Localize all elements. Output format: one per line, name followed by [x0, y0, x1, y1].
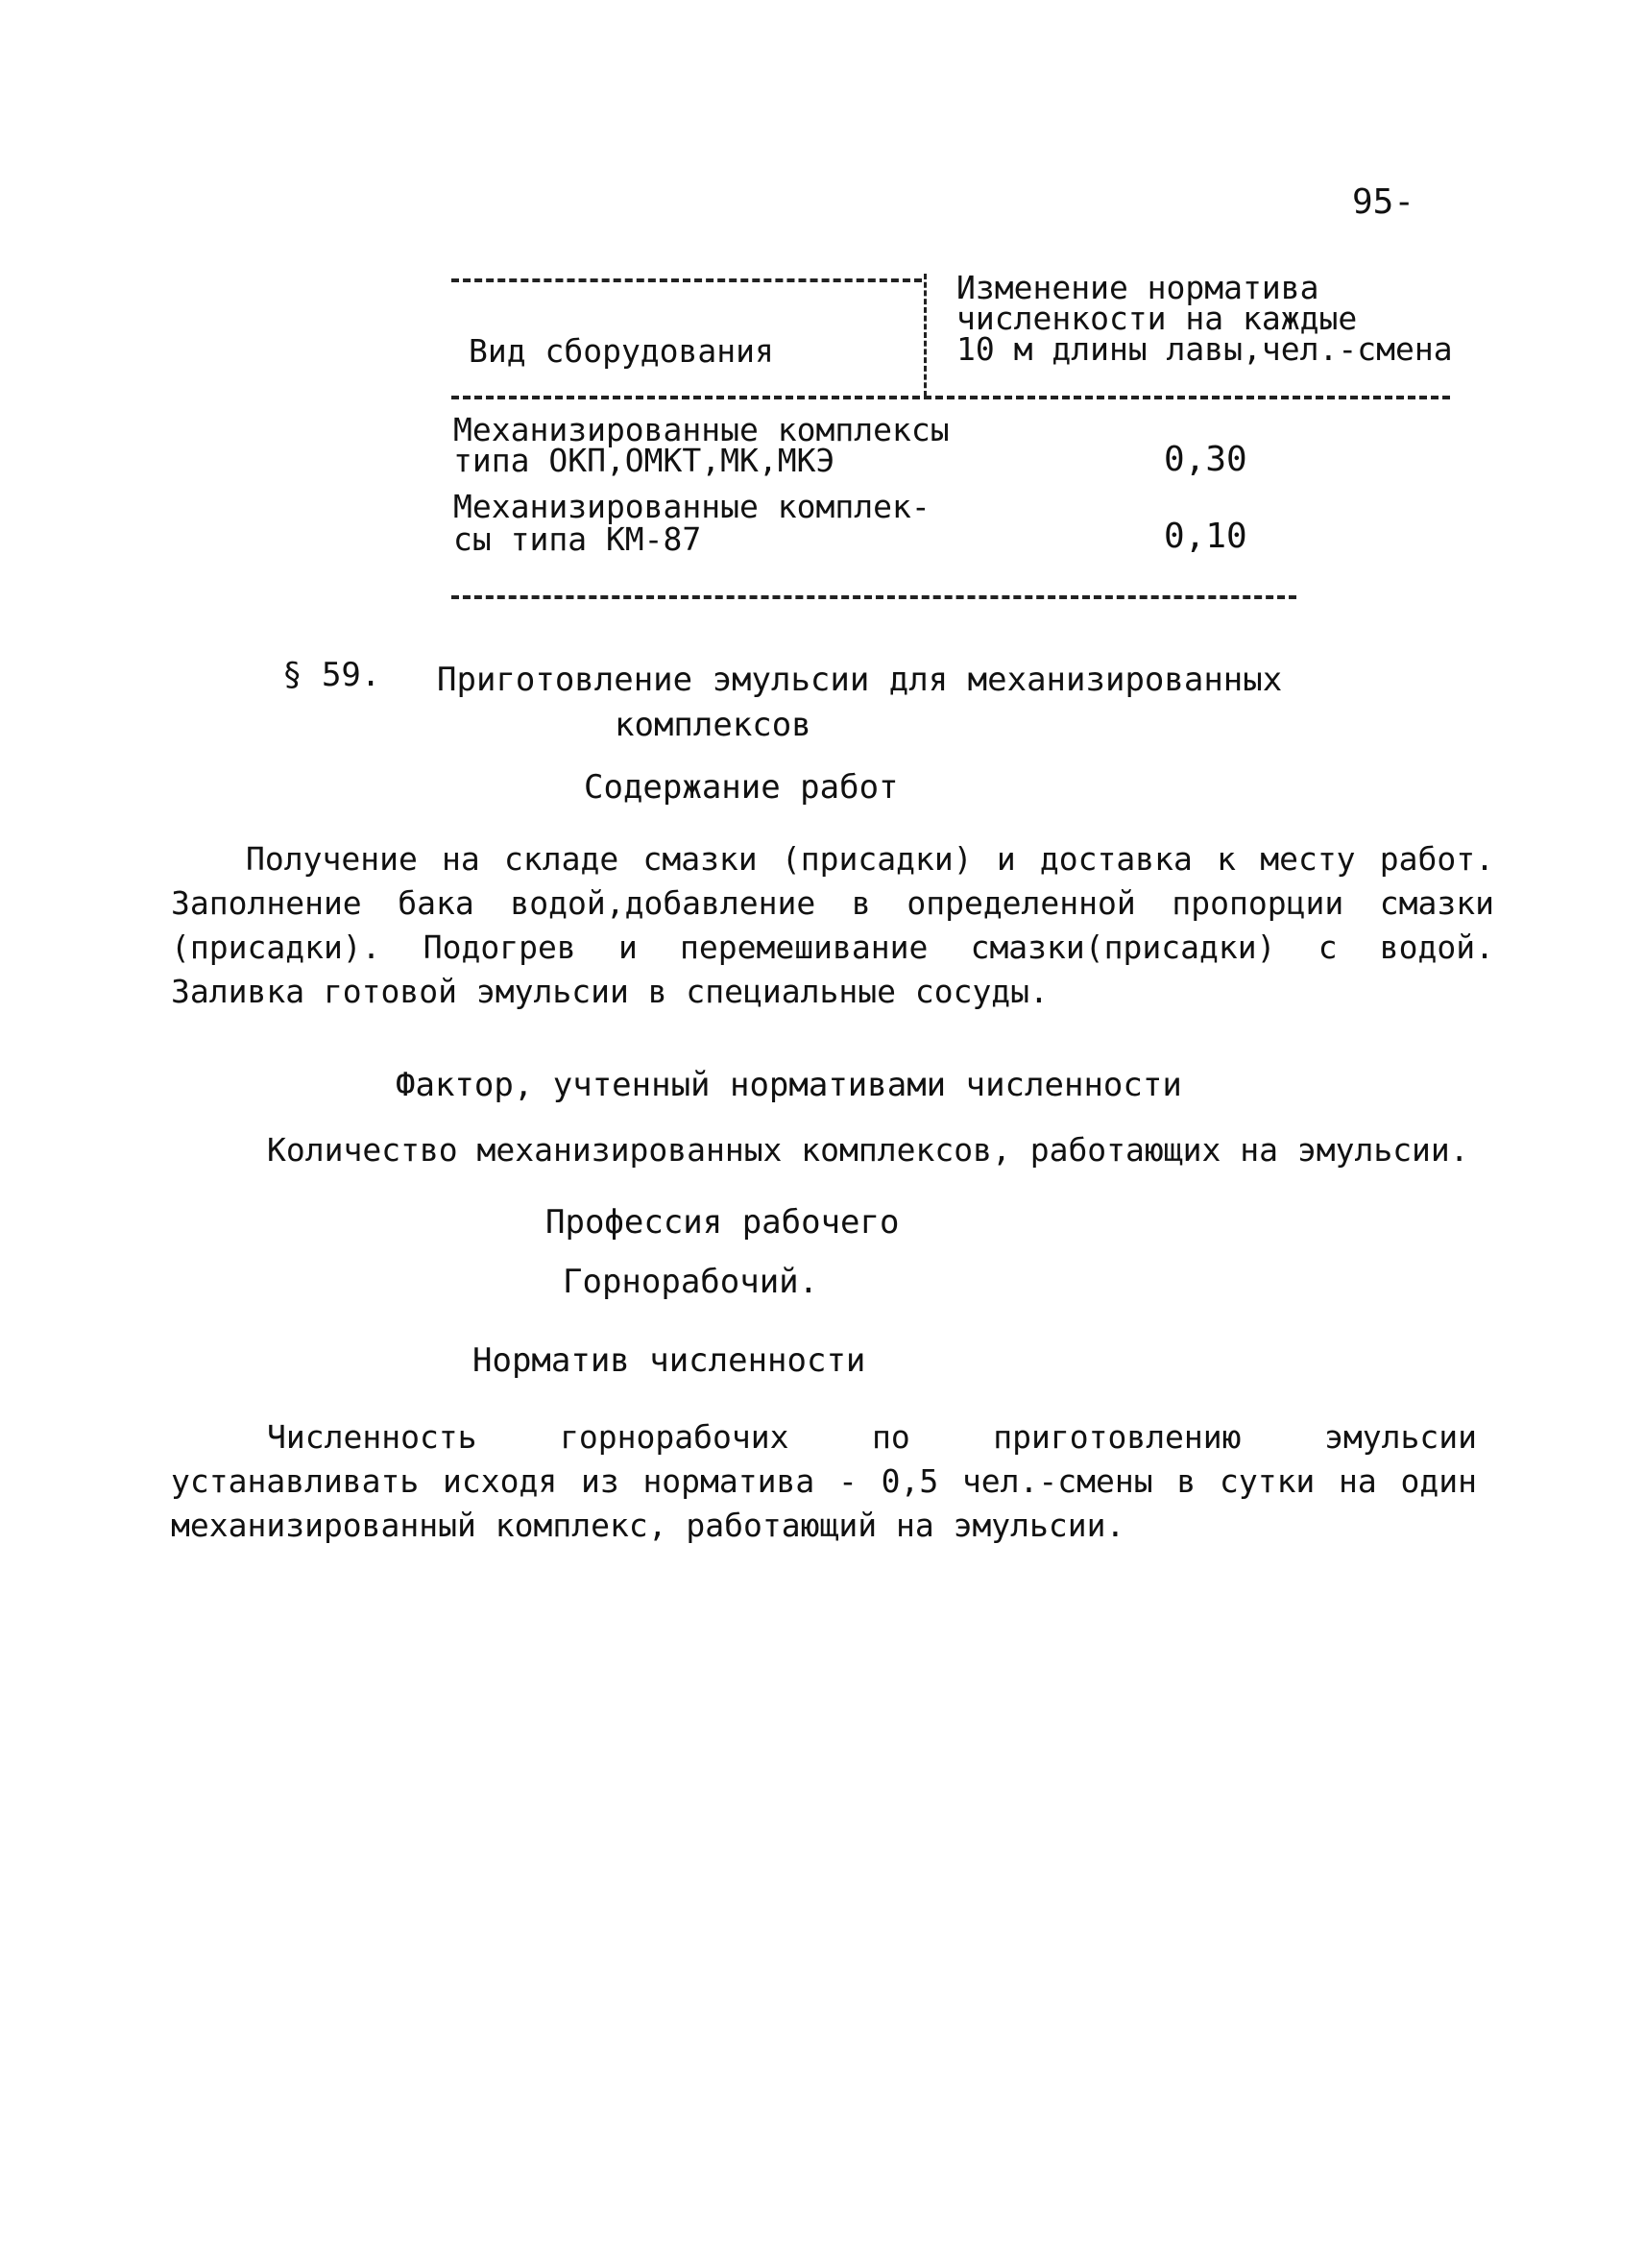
table-cell-equipment-line-2: сы типа КМ-87: [453, 520, 702, 558]
work-content-heading: Содержание работ: [584, 768, 899, 807]
work-content-text: Получение на складе смазки (присадки) и доставка к месту работ. Заполнение бака водой,добавление в определенной пропорции смазки (присадки). Подогрев и перемешивание смазки(присадки) с водой. Заливка готовой эмульсии в специальные сосуды.: [171, 840, 1494, 1010]
section-number: § 59.: [282, 656, 381, 694]
table-cell-value: 0,30: [1164, 440, 1247, 479]
profession-heading: Профессия рабочего: [545, 1203, 900, 1242]
norm-heading: Норматив численности: [472, 1341, 866, 1380]
table-header-change-line-3: 10 м длины лавы,чел.-смена: [956, 330, 1453, 368]
norm-text: Численность горнорабочих по приготовлению эмульсии устанавливать исходя из норматива - 0,5 чел.-смены в сутки на один механизированный комплекс, работающий на эмульсии.: [171, 1418, 1477, 1544]
table-column-separator: [924, 274, 927, 397]
table-cell-equipment-line-1: Механизированные комплексы: [453, 411, 950, 448]
table-header-rule: [451, 396, 1450, 399]
table-header-equipment: Вид сборудования: [469, 332, 774, 370]
table-cell-value: 0,10: [1164, 517, 1247, 556]
factor-heading: Фактор, учтенный нормативами численности: [396, 1066, 1182, 1104]
section-title-line-1: Приготовление эмульсии для механизированных: [437, 661, 1283, 699]
table-cell-equipment-line-2: типа ОКП,ОМКТ,МК,МКЭ: [453, 442, 835, 479]
table-top-rule: [451, 278, 922, 282]
table-cell-equipment-line-1: Механизированные комплек-: [453, 488, 931, 525]
table-header-change-line-2: численкости на каждые: [956, 300, 1358, 337]
section-title-line-2: комплексов: [615, 706, 811, 744]
table-bottom-rule: [451, 595, 1296, 599]
profession-value: Горнорабочий.: [563, 1263, 819, 1301]
table-header-change-line-1: Изменение норматива: [956, 269, 1319, 306]
factor-text: Количество механизированных комплексов, работающих на эмульсии.: [267, 1131, 1469, 1169]
page-number: 95-: [1352, 182, 1415, 222]
